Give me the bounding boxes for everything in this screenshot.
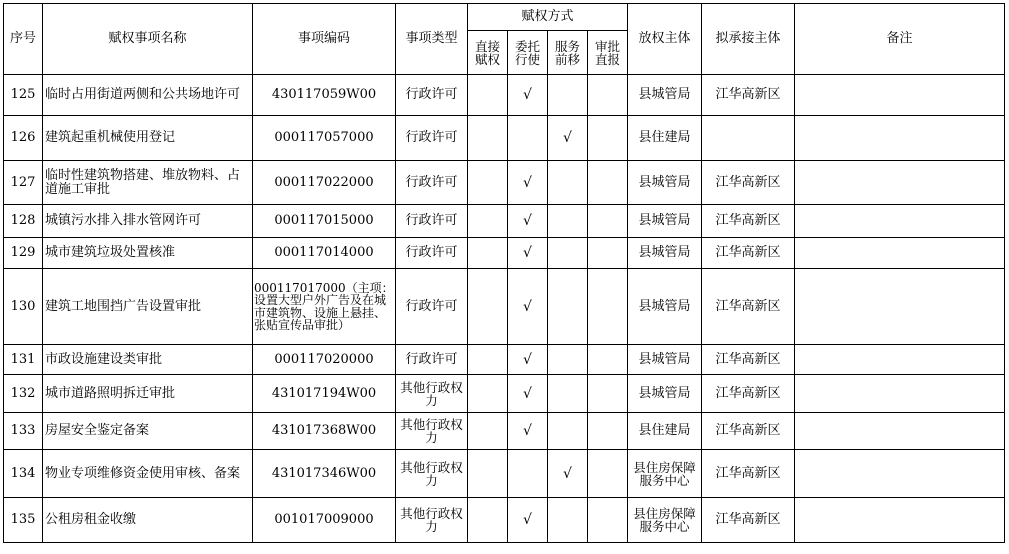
cell-type: 行政许可 — [396, 345, 468, 375]
cell-name: 公租房租金收缴 — [43, 498, 253, 543]
cell-service — [548, 498, 588, 543]
cell-entrust: √ — [508, 205, 548, 238]
header-method: 赋权方式 — [468, 4, 628, 31]
cell-approval — [588, 205, 628, 238]
cell-code: 431017368W00 — [253, 413, 396, 450]
cell-remark — [795, 161, 1005, 205]
cell-remark — [795, 75, 1005, 116]
table-row — [4, 238, 1005, 269]
cell-seq: 127 — [4, 161, 43, 205]
cell-type: 其他行政权力 — [396, 450, 468, 498]
cell-remark — [795, 413, 1005, 450]
table-row — [4, 116, 1005, 161]
cell-receiver: 江华高新区 — [702, 498, 795, 543]
cell-seq: 130 — [4, 269, 43, 345]
table-row — [4, 413, 1005, 450]
authorization-table — [3, 3, 1005, 543]
cell-direct — [468, 269, 508, 345]
cell-service — [548, 75, 588, 116]
cell-code: 430117059W00 — [253, 75, 396, 116]
table-row — [4, 345, 1005, 375]
cell-entrust: √ — [508, 498, 548, 543]
table-row — [4, 450, 1005, 498]
header-remark: 备注 — [795, 4, 1005, 75]
cell-service — [548, 238, 588, 269]
cell-grantor: 县城管局 — [628, 238, 702, 269]
cell-seq: 125 — [4, 75, 43, 116]
cell-direct — [468, 345, 508, 375]
header-receiver: 拟承接主体 — [702, 4, 795, 75]
cell-approval — [588, 413, 628, 450]
cell-name: 城市道路照明拆迁审批 — [43, 375, 253, 413]
cell-entrust: √ — [508, 75, 548, 116]
cell-code: 000117022000 — [253, 161, 396, 205]
cell-name: 建筑起重机械使用登记 — [43, 116, 253, 161]
cell-receiver: 江华高新区 — [702, 205, 795, 238]
cell-receiver: 江华高新区 — [702, 269, 795, 345]
cell-grantor: 县城管局 — [628, 269, 702, 345]
cell-direct — [468, 116, 508, 161]
cell-direct — [468, 75, 508, 116]
header-direct: 直接赋权 — [468, 31, 508, 75]
cell-type: 其他行政权力 — [396, 375, 468, 413]
cell-type: 行政许可 — [396, 116, 468, 161]
cell-entrust: √ — [508, 413, 548, 450]
cell-code: 000117015000 — [253, 205, 396, 238]
cell-approval — [588, 345, 628, 375]
cell-entrust — [508, 116, 548, 161]
cell-approval — [588, 116, 628, 161]
cell-grantor: 县住房保障服务中心 — [628, 450, 702, 498]
cell-remark — [795, 238, 1005, 269]
cell-grantor: 县城管局 — [628, 205, 702, 238]
cell-name: 城镇污水排入排水管网许可 — [43, 205, 253, 238]
table-row — [4, 75, 1005, 116]
cell-approval — [588, 75, 628, 116]
cell-approval — [588, 238, 628, 269]
cell-grantor: 县住建局 — [628, 116, 702, 161]
cell-type: 其他行政权力 — [396, 498, 468, 543]
cell-grantor: 县住建局 — [628, 413, 702, 450]
header-entrust: 委托行使 — [508, 31, 548, 75]
cell-entrust: √ — [508, 161, 548, 205]
header-grantor: 放权主体 — [628, 4, 702, 75]
cell-code: 431017346W00 — [253, 450, 396, 498]
cell-remark — [795, 116, 1005, 161]
table-row — [4, 161, 1005, 205]
cell-grantor: 县城管局 — [628, 75, 702, 116]
cell-direct — [468, 498, 508, 543]
cell-receiver: 江华高新区 — [702, 345, 795, 375]
cell-seq: 128 — [4, 205, 43, 238]
cell-receiver: 江华高新区 — [702, 375, 795, 413]
cell-service — [548, 205, 588, 238]
table-row — [4, 375, 1005, 413]
cell-name: 物业专项维修资金使用审核、备案 — [43, 450, 253, 498]
cell-code: 000117017000（主项：设置大型户外广告及在城市建筑物、设施上悬挂、张贴宣传品审批） — [253, 269, 396, 345]
cell-code: 001017009000 — [253, 498, 396, 543]
cell-type: 行政许可 — [396, 205, 468, 238]
cell-name: 临时性建筑物搭建、堆放物料、占道施工审批 — [43, 161, 253, 205]
header-approval: 审批直报 — [588, 31, 628, 75]
cell-type: 行政许可 — [396, 75, 468, 116]
table-row — [4, 498, 1005, 543]
header-name: 赋权事项名称 — [43, 4, 253, 75]
cell-entrust: √ — [508, 269, 548, 345]
cell-receiver: 江华高新区 — [702, 413, 795, 450]
cell-direct — [468, 161, 508, 205]
cell-approval — [588, 269, 628, 345]
cell-direct — [468, 413, 508, 450]
cell-remark — [795, 205, 1005, 238]
cell-code: 000117020000 — [253, 345, 396, 375]
cell-grantor: 县城管局 — [628, 161, 702, 205]
cell-remark — [795, 498, 1005, 543]
cell-direct — [468, 375, 508, 413]
cell-type: 行政许可 — [396, 269, 468, 345]
cell-seq: 135 — [4, 498, 43, 543]
cell-receiver: 江华高新区 — [702, 75, 795, 116]
cell-name: 临时占用街道两侧和公共场地许可 — [43, 75, 253, 116]
cell-name: 市政设施建设类审批 — [43, 345, 253, 375]
cell-seq: 131 — [4, 345, 43, 375]
header-type: 事项类型 — [396, 4, 468, 75]
cell-type: 其他行政权力 — [396, 413, 468, 450]
cell-grantor: 县住房保障服务中心 — [628, 498, 702, 543]
cell-approval — [588, 498, 628, 543]
cell-service: √ — [548, 116, 588, 161]
cell-entrust: √ — [508, 375, 548, 413]
cell-receiver: 江华高新区 — [702, 238, 795, 269]
cell-service — [548, 161, 588, 205]
cell-code: 000117057000 — [253, 116, 396, 161]
cell-name: 城市建筑垃圾处置核准 — [43, 238, 253, 269]
cell-entrust: √ — [508, 238, 548, 269]
cell-seq: 132 — [4, 375, 43, 413]
cell-seq: 134 — [4, 450, 43, 498]
cell-service — [548, 413, 588, 450]
cell-service — [548, 269, 588, 345]
cell-approval — [588, 375, 628, 413]
cell-seq: 133 — [4, 413, 43, 450]
cell-remark — [795, 345, 1005, 375]
cell-seq: 126 — [4, 116, 43, 161]
cell-approval — [588, 161, 628, 205]
header-service: 服务前移 — [548, 31, 588, 75]
cell-remark — [795, 450, 1005, 498]
cell-type: 行政许可 — [396, 238, 468, 269]
cell-entrust: √ — [508, 345, 548, 375]
table-row — [4, 205, 1005, 238]
cell-grantor: 县城管局 — [628, 375, 702, 413]
cell-direct — [468, 238, 508, 269]
cell-seq: 129 — [4, 238, 43, 269]
cell-receiver: 江华高新区 — [702, 450, 795, 498]
header-seq: 序号 — [4, 4, 43, 75]
cell-service — [548, 375, 588, 413]
header-code: 事项编码 — [253, 4, 396, 75]
cell-entrust — [508, 450, 548, 498]
cell-name: 房屋安全鉴定备案 — [43, 413, 253, 450]
cell-grantor: 县城管局 — [628, 345, 702, 375]
cell-receiver — [702, 116, 795, 161]
cell-code: 000117014000 — [253, 238, 396, 269]
cell-service — [548, 345, 588, 375]
cell-service: √ — [548, 450, 588, 498]
cell-type: 行政许可 — [396, 161, 468, 205]
cell-remark — [795, 269, 1005, 345]
cell-code: 431017194W00 — [253, 375, 396, 413]
cell-direct — [468, 450, 508, 498]
cell-name: 建筑工地围挡广告设置审批 — [43, 269, 253, 345]
cell-remark — [795, 375, 1005, 413]
cell-receiver: 江华高新区 — [702, 161, 795, 205]
table-row — [4, 269, 1005, 345]
cell-direct — [468, 205, 508, 238]
cell-approval — [588, 450, 628, 498]
